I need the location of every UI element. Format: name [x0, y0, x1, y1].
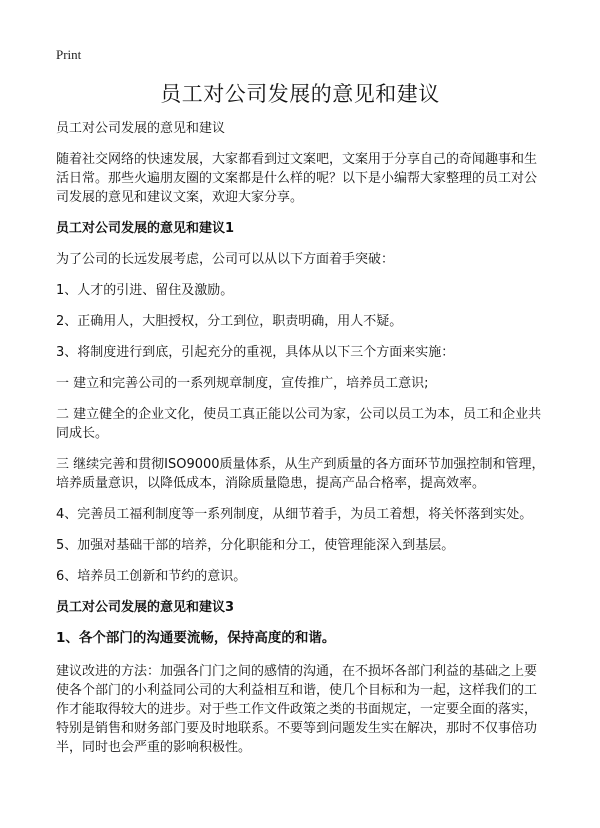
section-3-body: 建议改进的方法：加强各门门之间的感情的沟通，在不损坏各部门利益的基础之上要使各个部门的小利益同公司的大利益相互和谐，使几个目标和为一起，这样我们的工作才能取得较大的进步。对于些工作文件政策之类的书面规定，一定要全面的落实，特别是销售和财务部门要及时地联系。不要等到问题发生实在解决，那时不仅事倍功半，同时也会严重的影响积极性。: [56, 664, 538, 755]
article-body: [56, 119, 546, 769]
list-item-6: 6、培养员工创新和节约的意识。: [56, 569, 247, 584]
section-1-lead: 为了公司的长远发展考虑，公司可以从以下方面着手突破：: [56, 252, 395, 267]
intro-paragraph: 随着社交网络的快速发展，大家都看到过文案吧，文案用于分享自己的奇闻趣事和生活日常。那些火遍朋友圈的文案都是什么样的呢？以下是小编帮大家整理的员工对公司发展的意见和建议文案，欢迎大家分享。: [56, 152, 538, 205]
section-3-heading: 员工对公司发展的意见和建议3: [56, 600, 235, 615]
page-title: 员工对公司发展的意见和建议: [160, 82, 440, 106]
list-item-1: 1、人才的引进、留住及激励。: [56, 283, 234, 298]
list-item-5: 5、加强对基础干部的培养，分化职能和分工，使管理能深入到基层。: [56, 538, 455, 553]
article-subtitle: 员工对公司发展的意见和建议: [56, 121, 226, 136]
sub-item-3: 三 继续完善和贯彻ISO9000质量体系，从生产到质量的各方面环节加强控制和管理，培养质量意识，以降低成本，消除质量隐患，提高产品合格率，提高效率。: [56, 457, 545, 491]
list-item-4: 4、完善员工福利制度等一系列制度，从细节着手，为员工着想，将关怀落到实处。: [56, 507, 533, 522]
list-item-2: 2、正确用人，大胆授权，分工到位，职责明确，用人不疑。: [56, 314, 403, 329]
print-label[interactable]: Print: [56, 47, 82, 62]
section-1-heading: 员工对公司发展的意见和建议1: [56, 221, 235, 236]
section-3-subheading: 1、各个部门的沟通要流畅，保持高度的和谐。: [56, 630, 336, 646]
list-item-3: 3、将制度进行到底，引起充分的重视，具体从以下三个方面来实施：: [56, 345, 455, 360]
sub-item-1: 一 建立和完善公司的一系列规章制度，宣传推广，培养员工意识;: [56, 376, 429, 391]
sub-item-2: 二 建立健全的企业文化，使员工真正能以公司为家，公司以员工为本，员工和企业共同成长。: [56, 407, 542, 441]
